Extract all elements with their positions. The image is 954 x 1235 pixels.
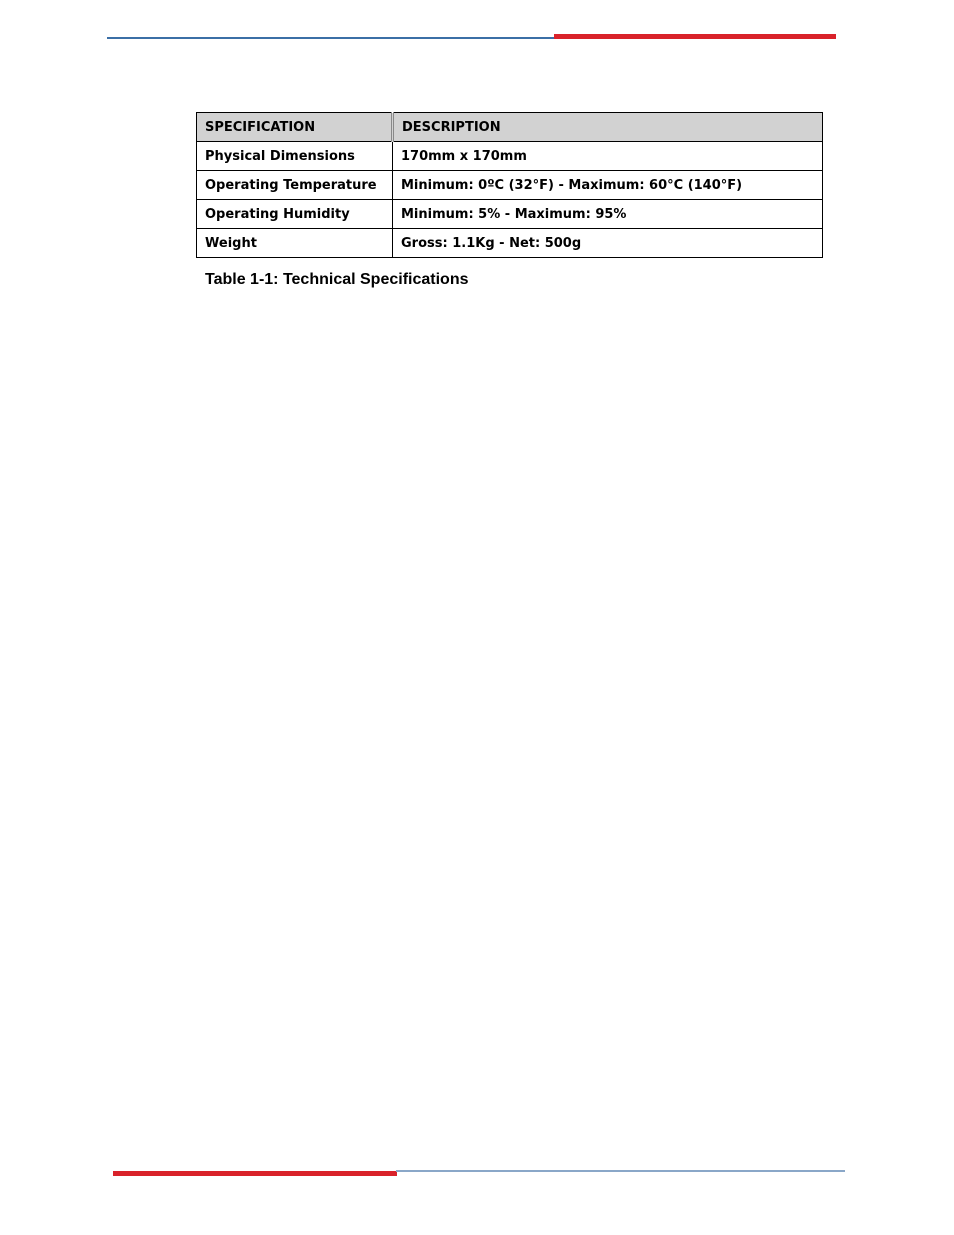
spec-description-cell: Minimum: 5% - Maximum: 95% xyxy=(393,200,823,229)
column-header-specification: SPECIFICATION xyxy=(197,113,393,142)
header-rule-blue xyxy=(107,37,555,39)
spec-name-cell: Operating Humidity xyxy=(197,200,393,229)
technical-specifications-table xyxy=(196,112,823,258)
spec-name-cell: Operating Temperature xyxy=(197,171,393,200)
table-row xyxy=(197,200,823,229)
header-rule-red xyxy=(554,34,836,39)
spec-description-cell: Minimum: 0ºC (32°F) - Maximum: 60°C (140°F) xyxy=(393,171,823,200)
column-header-description: DESCRIPTION xyxy=(393,113,823,142)
spec-name-cell: Physical Dimensions xyxy=(197,142,393,171)
spec-description-cell: 170mm x 170mm xyxy=(393,142,823,171)
table-header-row xyxy=(197,113,823,142)
table-row xyxy=(197,171,823,200)
spec-description-cell: Gross: 1.1Kg - Net: 500g xyxy=(393,229,823,258)
table-caption: Table 1-1: Technical Specifications xyxy=(205,271,469,288)
table-row xyxy=(197,229,823,258)
spec-name-cell: Weight xyxy=(197,229,393,258)
footer-rule-blue xyxy=(396,1170,845,1172)
table-row xyxy=(197,142,823,171)
footer-rule-red xyxy=(113,1171,397,1176)
